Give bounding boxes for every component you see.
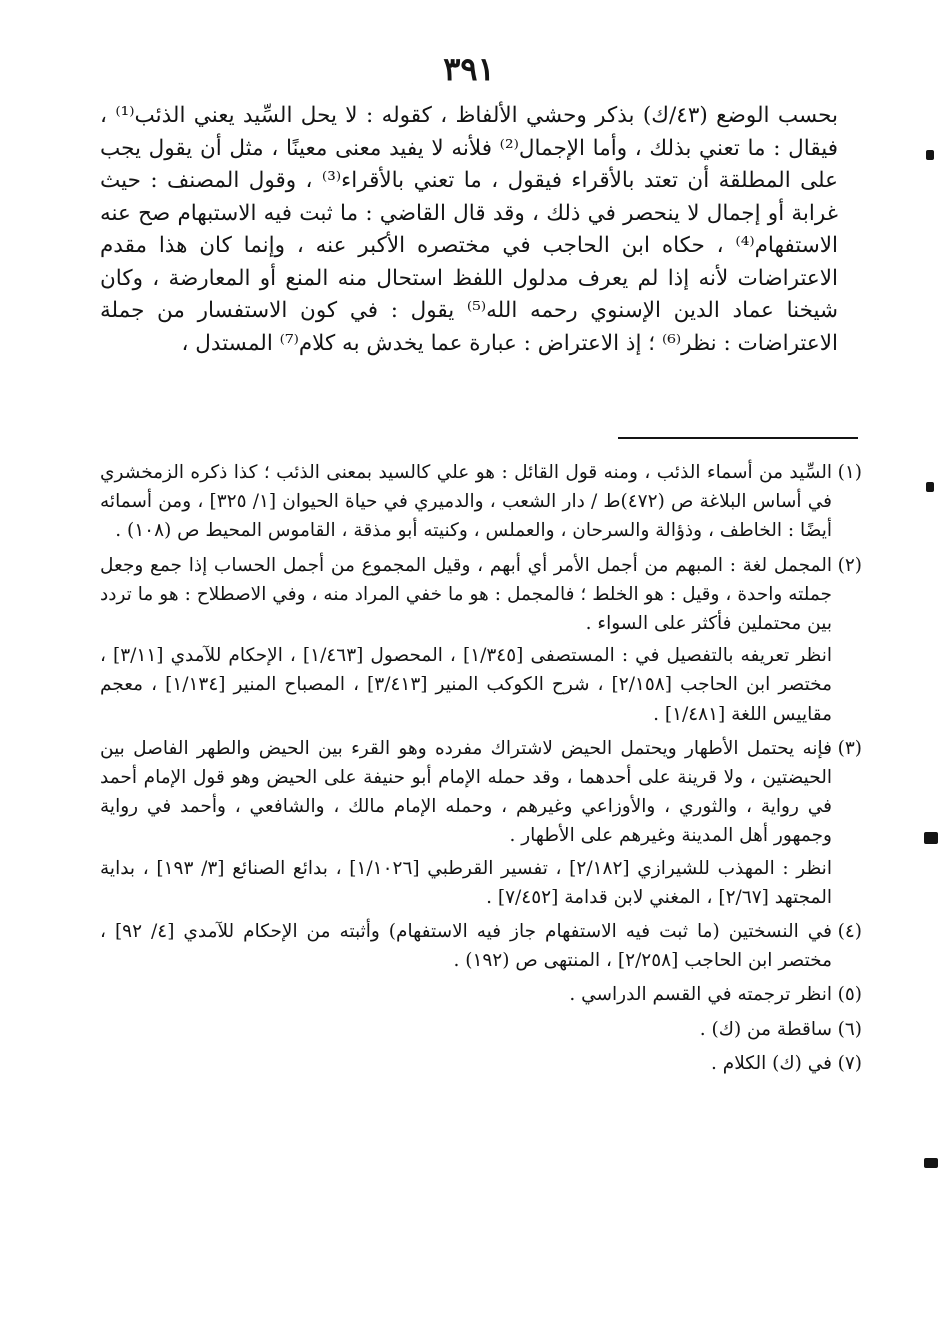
scan-mark: [926, 150, 934, 160]
footnote-number: (٢): [837, 554, 862, 576]
footnote-number: (٥): [837, 984, 862, 1006]
footnote-number: (٤): [837, 921, 862, 943]
footnote-separator: [618, 437, 858, 439]
footnote-7: [100, 1049, 862, 1078]
footnote-reference: انظر : المهذب للشيرازي [٢/١٨٢] ، تفسير القرطبي [١/١٠٢٦] ، بدائع الصنائع [٣/ ١٩٣] ، بداية المجتهد [٢/٦٧] ، المغني لابن قدامة [٧/٤٥٢] .: [100, 857, 832, 908]
footnote-3: [100, 734, 862, 912]
footnote-text: السِّيد من أسماء الذئب ، ومنه قول القائل : هو علي كالسيد بمعنى الذئب ؛ كذا ذكره الزمخشري في أساس البلاغة ص (٤٧٢)ط / دار الشعب ، والدميري في حياة الحيوان [١/ ٣٢٥] ، ومن أسمائه أيضًا : الخاطف ، وذؤالة والسرحان ، والعملس ، وكنيته أبو مذقة ، القاموس المحيط ص (١٠٨) .: [100, 462, 832, 542]
page-number: ٣٩١: [443, 50, 495, 88]
footnote-text: في (ك) الكلام .: [711, 1052, 832, 1074]
footnote-reference: انظر تعريفه بالتفصيل في : المستصفى [١/٣٤٥] ، المحصول [١/٤٦٣] ، الإحكام للآمدي [٣/١١] ، مختصر ابن الحاجب [٢/١٥٨] ، شرح الكوكب المنير [٣/٤١٣] ، المصباح المنير [١/١٣٤] ، معجم مقاييس اللغة [١/٤٨١] .: [100, 645, 833, 725]
footnotes-section: [100, 458, 862, 1083]
scan-mark: [926, 482, 934, 492]
main-paragraph: بحسب الوضع (٤٣/ك) بذكر وحشي الألفاظ ، كقوله : لا يحل السِّيد يعني الذئب⁽¹⁾ ، فيقال : ما تعني بذلك ، وأما الإجمال⁽²⁾ فلأنه لا يفيد معنى معينًا ، مثل أن يقول يجب على المطلقة أن تعتد بالأقراء فيقول ، ما تعني بالأقراء⁽³⁾ ، وقول المصنف : حيث غرابة أو إجمال لا ينحصر في ذلك ، وقد قال القاضي : ما ثبت فيه الاستبهام صح عنه الاستفهام⁽⁴⁾ ، حكاه ابن الحاجب في مختصره الأكبر عنه ، وإنما كان هذا مقدم الاعتراضات لأنه إذا لم يعرف مدلول اللفظ استحال منه المنع أو المعارضة ، وكان شيخنا عماد الدين الإسنوي رحمه الله⁽⁵⁾ يقول : في كون الاستفسار من جملة الاعتراضات : نظر⁽⁶⁾ ؛ إذ الاعتراض : عبارة عما يخدش به كلام⁽⁷⁾ المستدل ،: [100, 103, 839, 356]
scan-mark: [924, 1158, 938, 1168]
footnote-5: [100, 980, 862, 1009]
footnote-text: ساقطة من (ك) .: [699, 1018, 832, 1040]
footnote-2: [100, 551, 862, 729]
footnote-6: [100, 1015, 862, 1044]
main-text-block: [100, 100, 838, 360]
footnote-number: (٦): [837, 1018, 862, 1040]
footnote-number: (٣): [837, 737, 862, 759]
footnote-text: في النسختين (ما ثبت فيه الاستفهام جاز فيه الاستفهام) وأثبته من الإحكام للآمدي [٤/ ٩٢] ، مختصر ابن الحاجب [٢/٢٥٨] ، المنتهى ص (١٩٢) .: [100, 921, 832, 972]
footnote-1: [100, 458, 862, 546]
footnote-text: فإنه يحتمل الأطهار ويحتمل الحيض لاشتراك مفرده وهو القرء بين الحيض والطهر الفاصل بين الحيضتين ، ولا قرينة على أحدهما ، وقد حمله الإمام أبو حنيفة على الحيض وهو قول الإمام أحمد في رواية ، والثوري ، والأوزاعي وغيرهم ، وحمله الإمام مالك ، والشافعي ، وأحمد في رواية وجمهور أهل المدينة وغيرهم على الأطهار .: [100, 737, 832, 847]
footnote-text: المجمل لغة : المبهم من أجمل الأمر أي أبهم ، وقيل المجموع من أجمل الحساب إذا جمع وجعل جملته واحدة ، وقيل : هو الخلط ؛ فالمجمل : هو ما خفي المراد منه ، وفي الاصطلاح : هو ما تردد بين محتملين فأكثر على السواء .: [100, 554, 832, 635]
footnote-text: انظر ترجمته في القسم الدراسي .: [569, 984, 832, 1006]
footnote-number: (١): [837, 462, 862, 483]
footnote-4: [100, 917, 862, 975]
scan-mark: [924, 832, 938, 844]
footnote-number: (٧): [837, 1052, 862, 1074]
